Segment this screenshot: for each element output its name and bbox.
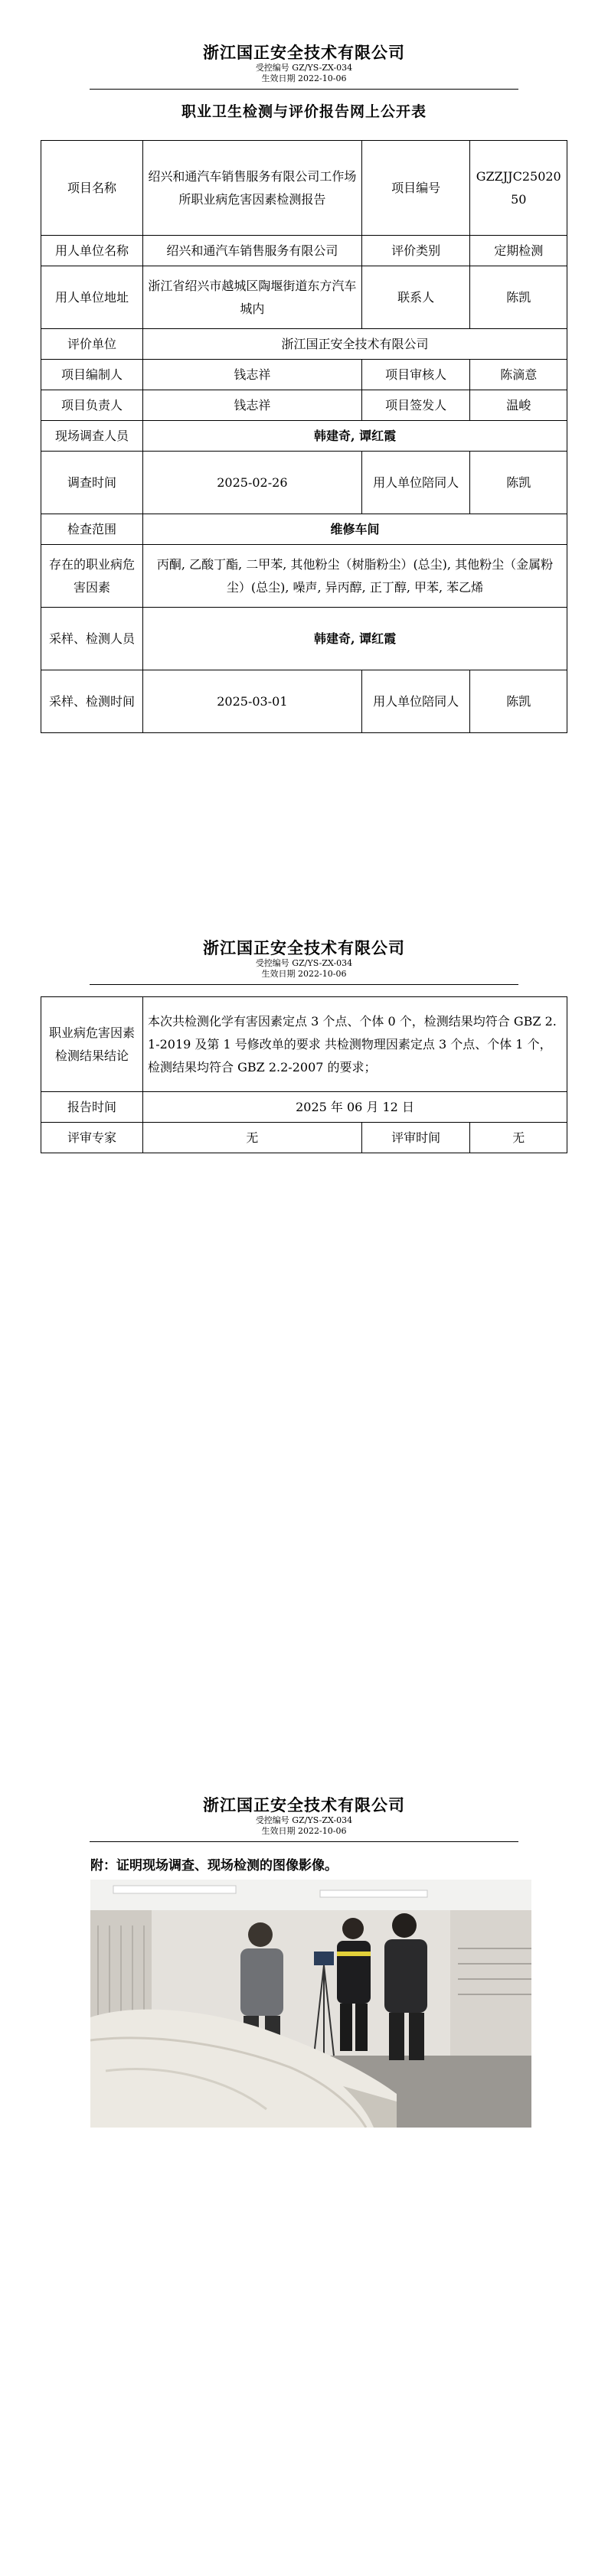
page-header xyxy=(0,895,608,985)
value-report-time: 2025 年 06 月 12 日 xyxy=(143,1092,567,1123)
value-project-name: 绍兴和通汽车销售服务有限公司工作场所职业病危害因素检测报告 xyxy=(143,141,362,236)
table-row xyxy=(41,1123,567,1153)
value-reviewer: 陈滴意 xyxy=(470,360,567,390)
value-project-no: GZZJJC2502050 xyxy=(470,141,567,236)
header-rule xyxy=(90,1841,518,1842)
report-info-table xyxy=(41,140,567,733)
conclusion-table xyxy=(41,996,567,1153)
table-row xyxy=(41,1092,567,1123)
label-contact: 联系人 xyxy=(361,266,470,329)
label-sampling-time: 采样、检测时间 xyxy=(41,670,143,733)
page-2 xyxy=(0,895,608,1145)
value-survey-accompany: 陈凯 xyxy=(470,452,567,514)
control-number: 受控编号 GZ/YS-ZX-034 xyxy=(255,63,353,73)
table-row xyxy=(41,421,567,452)
label-samplers: 采样、检测人员 xyxy=(41,608,143,670)
page-1 xyxy=(0,0,608,709)
effective-date: 生效日期 2022-10-06 xyxy=(261,73,347,83)
effective-date: 生效日期 2022-10-06 xyxy=(261,1826,347,1836)
effective-date: 生效日期 2022-10-06 xyxy=(261,969,347,979)
label-employer-address: 用人单位地址 xyxy=(41,266,143,329)
table-row xyxy=(41,514,567,545)
label-compiler: 项目编制人 xyxy=(41,360,143,390)
value-contact: 陈凯 xyxy=(470,266,567,329)
value-sampling-time: 2025-03-01 xyxy=(143,670,362,733)
value-manager: 钱志祥 xyxy=(143,390,362,421)
document-title: 职业卫生检测与评价报告网上公开表 xyxy=(181,103,427,120)
label-hazards: 存在的职业病危害因素 xyxy=(41,545,143,608)
label-reviewer: 项目审核人 xyxy=(361,360,470,390)
company-name: 浙江国正安全技术有限公司 xyxy=(203,43,405,62)
page-header xyxy=(0,1753,608,1842)
table-row xyxy=(41,545,567,608)
table-row xyxy=(41,360,567,390)
value-eval-type: 定期检测 xyxy=(470,236,567,266)
value-employer-name: 绍兴和通汽车销售服务有限公司 xyxy=(143,236,362,266)
label-issuer: 项目签发人 xyxy=(361,390,470,421)
label-investigators: 现场调查人员 xyxy=(41,421,143,452)
table-row xyxy=(41,266,567,329)
value-eval-unit: 浙江国正安全技术有限公司 xyxy=(143,329,567,360)
table-row xyxy=(41,997,567,1092)
label-conclusion: 职业病危害因素检测结果结论 xyxy=(41,997,143,1092)
value-scope: 维修车间 xyxy=(143,514,567,545)
label-sampling-accompany: 用人单位陪同人 xyxy=(361,670,470,733)
label-review-time: 评审时间 xyxy=(361,1123,470,1153)
value-employer-address: 浙江省绍兴市越城区陶堰街道东方汽车城内 xyxy=(143,266,362,329)
label-project-no: 项目编号 xyxy=(361,141,470,236)
label-expert: 评审专家 xyxy=(41,1123,143,1153)
label-eval-type: 评价类别 xyxy=(361,236,470,266)
company-name: 浙江国正安全技术有限公司 xyxy=(203,1795,405,1815)
control-number: 受控编号 GZ/YS-ZX-034 xyxy=(255,958,353,968)
label-eval-unit: 评价单位 xyxy=(41,329,143,360)
value-investigators: 韩建奇, 谭红霞 xyxy=(143,421,567,452)
company-name: 浙江国正安全技术有限公司 xyxy=(203,938,405,957)
table-row xyxy=(41,236,567,266)
label-scope: 检查范围 xyxy=(41,514,143,545)
label-project-name: 项目名称 xyxy=(41,141,143,236)
header-rule xyxy=(90,89,518,90)
label-employer-name: 用人单位名称 xyxy=(41,236,143,266)
label-manager: 项目负责人 xyxy=(41,390,143,421)
table-row xyxy=(41,608,567,670)
table-row xyxy=(41,329,567,360)
table-row xyxy=(41,452,567,514)
site-inspection-photo xyxy=(90,1880,531,2128)
value-survey-time: 2025-02-26 xyxy=(143,452,362,514)
table-row xyxy=(41,141,567,236)
attachment-caption: 附：证明现场调查、现场检测的图像影像。 xyxy=(90,1858,338,1873)
table-row xyxy=(41,670,567,733)
table-row xyxy=(41,390,567,421)
value-hazards: 丙酮, 乙酸丁酯, 二甲苯, 其他粉尘（树脂粉尘）(总尘), 其他粉尘（金属粉尘）(总尘), 噪声, 异丙醇, 正丁醇, 甲苯, 苯乙烯 xyxy=(143,545,567,608)
value-compiler: 钱志祥 xyxy=(143,360,362,390)
value-review-time: 无 xyxy=(470,1123,567,1153)
header-rule xyxy=(90,984,518,985)
value-samplers: 韩建奇, 谭红霞 xyxy=(143,608,567,670)
label-survey-accompany: 用人单位陪同人 xyxy=(361,452,470,514)
page-header xyxy=(0,0,608,90)
page-3 xyxy=(0,1753,608,1873)
value-conclusion: 本次共检测化学有害因素定点 3 个点、个体 0 个，检测结果均符合 GBZ 2.1-2019 及第 1 号修改单的要求 共检测物理因素定点 3 个点、个体 1 个，检测结果均符合 GBZ 2.2-2007 的要求； xyxy=(143,997,567,1092)
value-issuer: 温峻 xyxy=(470,390,567,421)
label-survey-time: 调查时间 xyxy=(41,452,143,514)
value-sampling-accompany: 陈凯 xyxy=(470,670,567,733)
control-number: 受控编号 GZ/YS-ZX-034 xyxy=(255,1815,353,1825)
label-report-time: 报告时间 xyxy=(41,1092,143,1123)
value-expert: 无 xyxy=(143,1123,362,1153)
